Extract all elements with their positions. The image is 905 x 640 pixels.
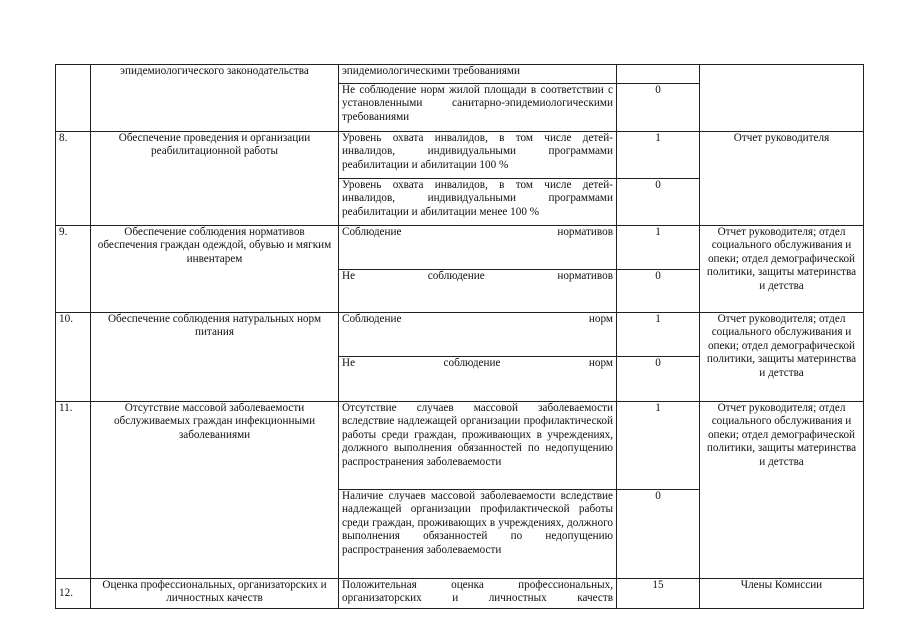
table-row bbox=[56, 313, 864, 357]
row-number: 10. bbox=[56, 313, 91, 402]
criterion-text: Не соблюдение нормативов bbox=[339, 270, 617, 313]
criterion-text: Положительная оценка профессиональных, организаторских и личностных качеств bbox=[339, 579, 617, 609]
row-number bbox=[56, 65, 91, 132]
criterion-score: 0 bbox=[617, 270, 700, 313]
criterion-score: 1 bbox=[617, 226, 700, 270]
indicator-name: Обеспечение соблюдения натуральных норм питания bbox=[91, 313, 339, 402]
criterion-score: 15 bbox=[617, 579, 700, 609]
indicator-name: Обеспечение соблюдения нормативов обеспечения граждан одеждой, обувью и мягким инвентарем bbox=[91, 226, 339, 313]
criterion-text: Наличие случаев массовой заболеваемости вследствие надлежащей организации профилактической работы среди граждан, проживающих в учреждениях, должного выполнения обязанностей по недопущению распространения заболеваемости bbox=[339, 490, 617, 579]
row-number: 9. bbox=[56, 226, 91, 313]
table-row bbox=[56, 132, 864, 179]
row-number: 12. bbox=[56, 579, 91, 609]
criterion-score: 0 bbox=[617, 357, 700, 402]
criterion-score: 1 bbox=[617, 313, 700, 357]
row-number: 8. bbox=[56, 132, 91, 226]
indicator-name: эпидемиологического законодательства bbox=[91, 65, 339, 132]
source-cell: Отчет руководителя bbox=[700, 132, 864, 226]
criterion-text: эпидемиологическими требованиями bbox=[339, 65, 617, 84]
criterion-text: Соблюдение норм bbox=[339, 313, 617, 357]
criteria-table bbox=[55, 64, 864, 609]
criterion-score: 1 bbox=[617, 132, 700, 179]
criterion-score bbox=[617, 65, 700, 84]
criterion-text: Уровень охвата инвалидов, в том числе детей-инвалидов, индивидуальными программами реабилитации и абилитации 100 % bbox=[339, 132, 617, 179]
criterion-score: 0 bbox=[617, 84, 700, 132]
table-row bbox=[56, 579, 864, 609]
indicator-name: Обеспечение проведения и организации реабилитационной работы bbox=[91, 132, 339, 226]
criterion-text: Отсутствие случаев массовой заболеваемости вследствие надлежащей организации профилактической работы среди граждан, проживающих в учреждениях, должного выполнения обязанностей по недопущению распространения заболеваемости bbox=[339, 402, 617, 490]
criterion-text: Не соблюдение норм жилой площади в соответствии с установленными санитарно-эпидемиологическими требованиями bbox=[339, 84, 617, 132]
criterion-text: Уровень охвата инвалидов, в том числе детей-инвалидов, индивидуальными программами реабилитации и абилитации менее 100 % bbox=[339, 179, 617, 226]
table-row bbox=[56, 402, 864, 490]
criterion-score: 0 bbox=[617, 490, 700, 579]
table-row bbox=[56, 65, 864, 84]
table-row bbox=[56, 226, 864, 270]
source-cell: Отчет руководителя; отдел социального обслуживания и опеки; отдел демографической политики, защиты материнства и детства bbox=[700, 402, 864, 579]
indicator-name: Оценка профессиональных, организаторских и личностных качеств bbox=[91, 579, 339, 609]
source-cell: Отчет руководителя; отдел социального обслуживания и опеки; отдел демографической политики, защиты материнства и детства bbox=[700, 226, 864, 313]
row-number: 11. bbox=[56, 402, 91, 579]
indicator-name: Отсутствие массовой заболеваемости обслуживаемых граждан инфекционными заболеваниями bbox=[91, 402, 339, 579]
criterion-text: Не соблюдение норм bbox=[339, 357, 617, 402]
source-cell: Отчет руководителя; отдел социального обслуживания и опеки; отдел демографической политики, защиты материнства и детства bbox=[700, 313, 864, 402]
criterion-score: 0 bbox=[617, 179, 700, 226]
source-cell: Члены Комиссии bbox=[700, 579, 864, 609]
criterion-score: 1 bbox=[617, 402, 700, 490]
criterion-text: Соблюдение нормативов bbox=[339, 226, 617, 270]
source-cell bbox=[700, 65, 864, 132]
